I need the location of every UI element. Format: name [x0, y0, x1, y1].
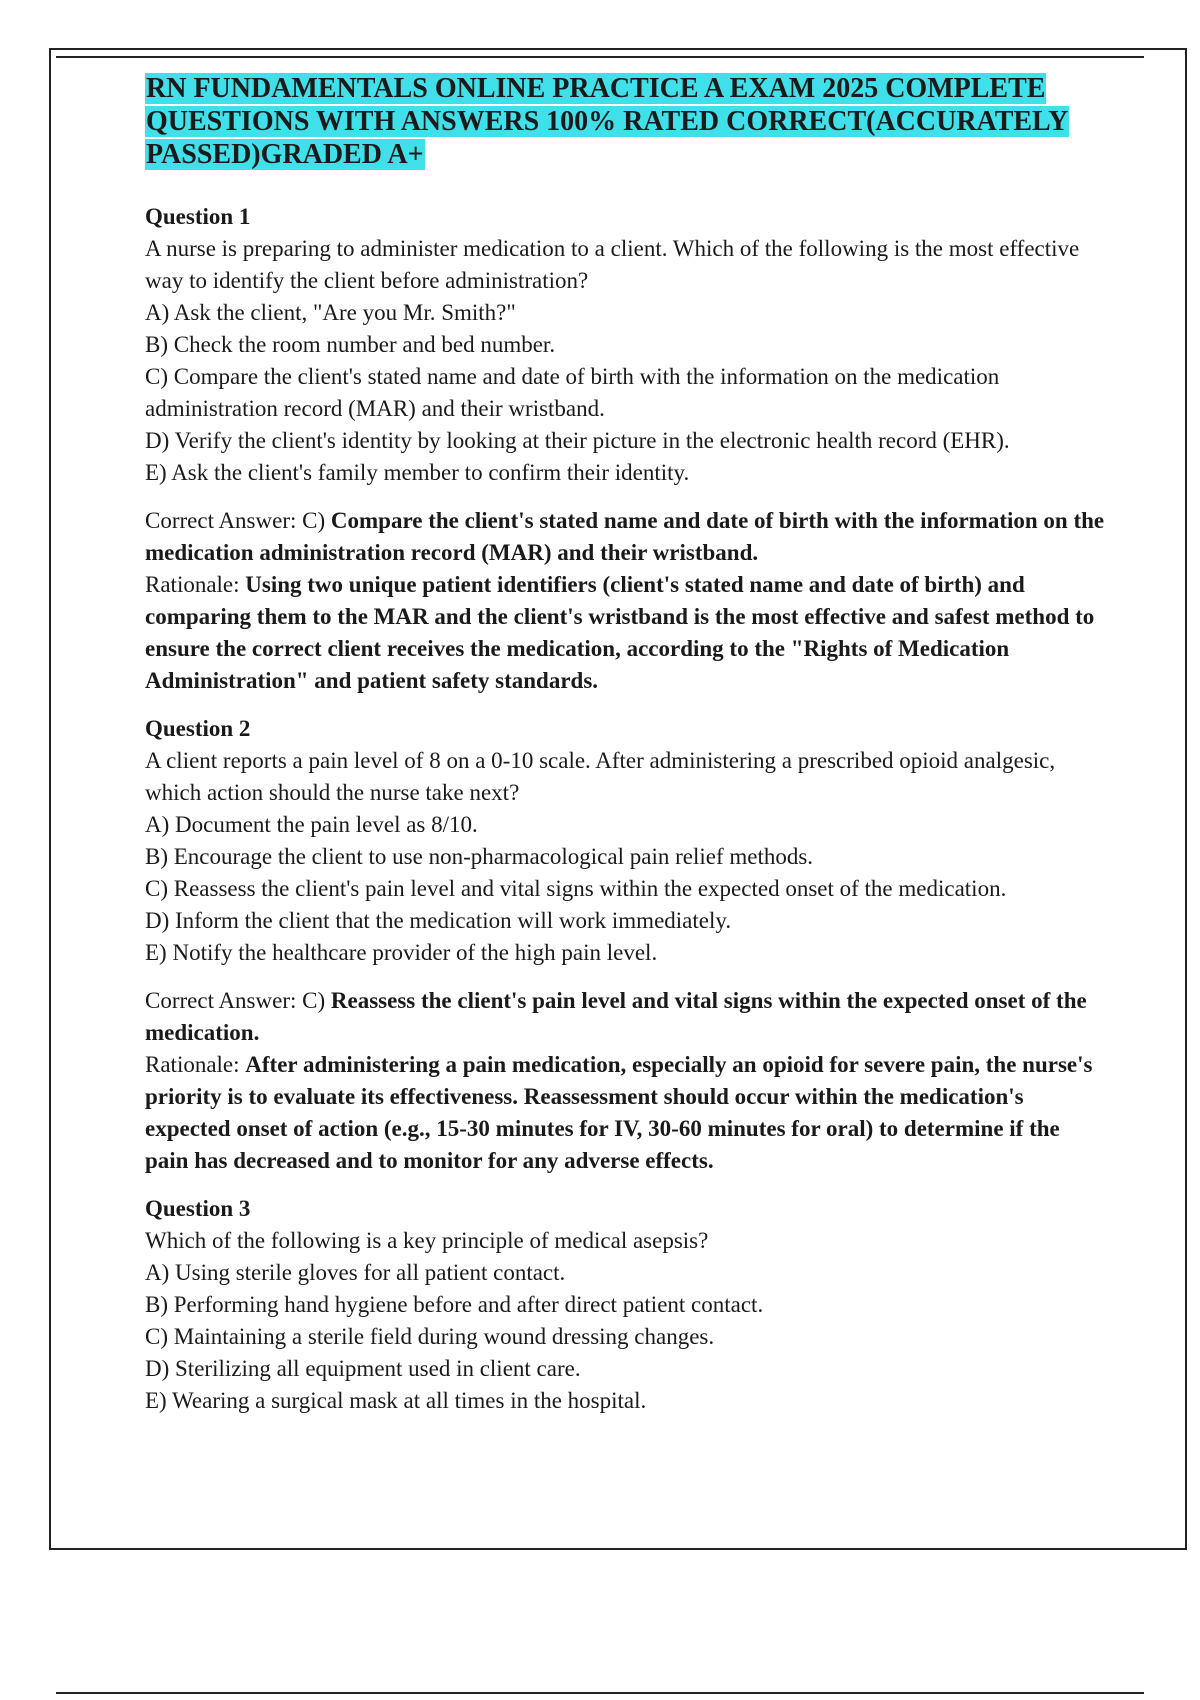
question-heading: Question 2 [145, 716, 251, 741]
correct-answer-letter: C) [302, 988, 331, 1013]
question-2 [145, 713, 1105, 1177]
option-e: E) Notify the healthcare provider of the high pain level. [145, 940, 658, 965]
option-d: D) Verify the client's identity by looking at their picture in the electronic health record (EHR). [145, 428, 1010, 453]
option-list [145, 1257, 1105, 1417]
correct-answer-text: Reassess the client's pain level and vital signs within the expected onset of the medication. [145, 988, 1087, 1045]
question-text: Which of the following is a key principle of medical asepsis? [145, 1228, 709, 1253]
correct-answer [145, 985, 1105, 1049]
rationale-text: Using two unique patient identifiers (client's stated name and date of birth) and comparing them to the MAR and the client's wristband is the most effective and safest method to ensure the correct client receives the medication, according to the "Rights of Medication Administration" and patient safety standards. [145, 572, 1095, 693]
correct-answer-letter: C) [302, 508, 331, 533]
option-c: C) Compare the client's stated name and date of birth with the information on the medication administration record (MAR) and their wristband. [145, 364, 1000, 421]
option-e: E) Ask the client's family member to confirm their identity. [145, 460, 690, 485]
option-d: D) Inform the client that the medication will work immediately. [145, 908, 732, 933]
rationale-text: After administering a pain medication, especially an opioid for severe pain, the nurse's priority is to evaluate its effectiveness. Reassessment should occur within the medication's expected onset of action (e.g., 15-30 minutes for IV, 30-60 minutes for oral) to determine if the pain has decreased and to monitor for any adverse effects. [145, 1052, 1093, 1173]
rationale-label: Rationale: [145, 1052, 246, 1077]
question-3 [145, 1193, 1105, 1417]
rationale [145, 1049, 1105, 1177]
option-a: A) Ask the client, "Are you Mr. Smith?" [145, 300, 516, 325]
option-e: E) Wearing a surgical mask at all times in the hospital. [145, 1388, 647, 1413]
question-1 [145, 201, 1105, 697]
option-list [145, 809, 1105, 969]
option-c: C) Maintaining a sterile field during wound dressing changes. [145, 1324, 715, 1349]
option-d: D) Sterilizing all equipment used in client care. [145, 1356, 581, 1381]
document-content [145, 72, 1105, 1433]
correct-answer [145, 505, 1105, 569]
answer-block [145, 985, 1105, 1177]
question-text: A nurse is preparing to administer medication to a client. Which of the following is the most effective way to identify the client before administration? [145, 236, 1080, 293]
correct-answer-label: Correct Answer: [145, 988, 303, 1013]
document-title [145, 72, 1105, 171]
question-heading: Question 3 [145, 1196, 251, 1221]
title-highlight: RN FUNDAMENTALS ONLINE PRACTICE A EXAM 2025 COMPLETE QUESTIONS WITH ANSWERS 100% RATED CORRECT(ACCURATELY PASSED)GRADED A+ [146, 73, 1069, 170]
option-a: A) Document the pain level as 8/10. [145, 812, 478, 837]
rationale [145, 569, 1105, 697]
option-b: B) Encourage the client to use non-pharmacological pain relief methods. [145, 844, 814, 869]
question-heading: Question 1 [145, 204, 251, 229]
option-list [145, 297, 1105, 489]
option-b: B) Check the room number and bed number. [145, 332, 556, 357]
rationale-label: Rationale: [145, 572, 246, 597]
option-a: A) Using sterile gloves for all patient contact. [145, 1260, 566, 1285]
option-b: B) Performing hand hygiene before and after direct patient contact. [145, 1292, 764, 1317]
correct-answer-text: Compare the client's stated name and date of birth with the information on the medication administration record (MAR) and their wristband. [145, 508, 1105, 565]
option-c: C) Reassess the client's pain level and vital signs within the expected onset of the medication. [145, 876, 1007, 901]
answer-block [145, 505, 1105, 697]
top-rule [56, 56, 1144, 58]
bottom-rule [56, 1692, 1144, 1694]
correct-answer-label: Correct Answer: [145, 508, 303, 533]
question-text: A client reports a pain level of 8 on a 0-10 scale. After administering a prescribed opioid analgesic, which action should the nurse take next? [145, 748, 1056, 805]
